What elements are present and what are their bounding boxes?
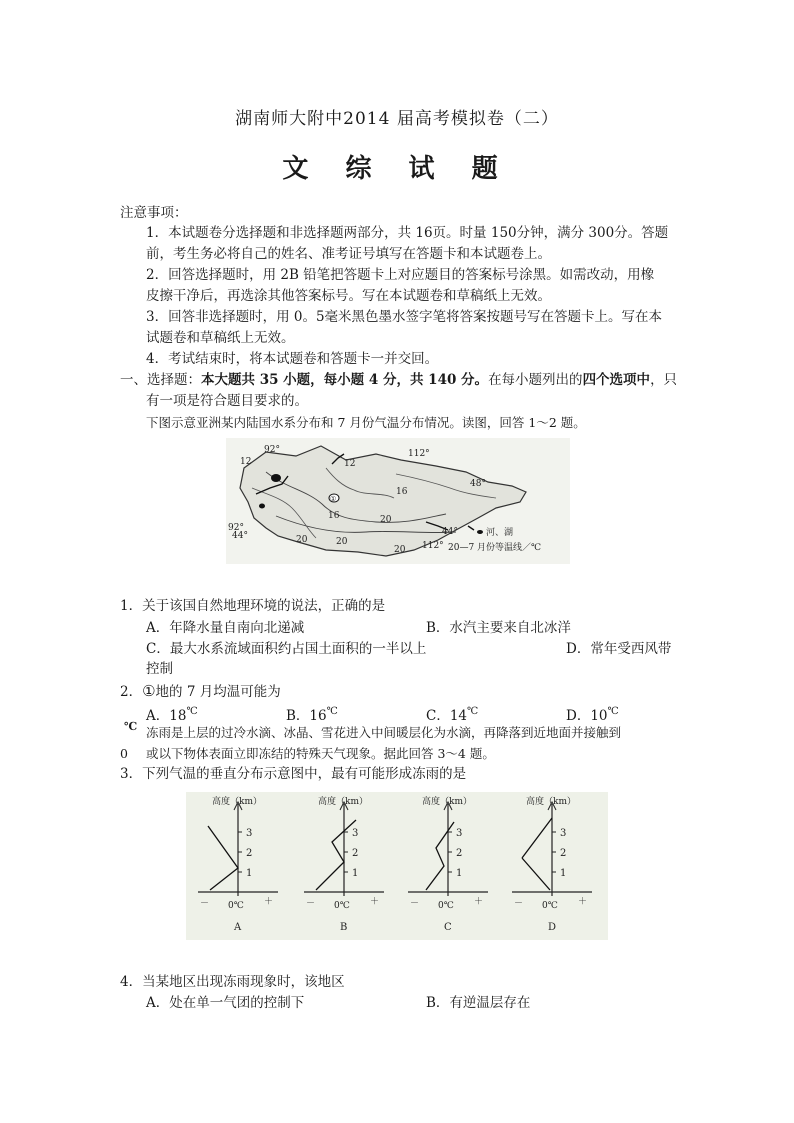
profile-tick-label: 3 (352, 828, 359, 839)
profile-tick-label: 1 (352, 868, 359, 879)
section-1-line-2: 有一项是符合题目要求的。 (146, 393, 308, 409)
note-2-line-2: 皮擦干净后，再选涂其他答案标号。写在本试题卷和草稿纸上无效。 (146, 288, 551, 304)
profile-letter: B (340, 922, 348, 933)
profile-letter: A (234, 922, 242, 933)
q2-b-value: B．16 (286, 708, 327, 724)
q1-option-c: C．最大水系流域面积约占国土面积的一半以上 (146, 641, 427, 657)
note-2-line-1: 2．回答选择题时，用 2B 铅笔把答题卡上对应题目的答案标号涂黑。如需改动，用橡 (146, 267, 655, 283)
profile-zero-label: 0℃ (438, 901, 454, 911)
q2-d-unit: ℃ (607, 706, 619, 717)
q2-number: 2． (120, 684, 143, 700)
map-label-92-top: 92° (264, 445, 280, 455)
profile-zero-label: 0℃ (334, 901, 350, 911)
map-label-12-west: 12 (240, 457, 252, 467)
map-label-112-top: 112° (408, 449, 430, 459)
map-label-16-center: 16 (328, 511, 340, 521)
q4-option-a: A．处在单一气团的控制下 (146, 995, 305, 1011)
q1-option-d-cont: 控制 (146, 661, 173, 677)
map-label-20-center: 20 (380, 515, 392, 525)
profile-tick-label: 3 (456, 828, 463, 839)
q3-stem: 3．下列气温的垂直分布示意图中，最有可能形成冻雨的是 (120, 766, 467, 782)
profile-letter: C (444, 922, 452, 933)
map-label-16-east: 16 (396, 487, 408, 497)
map-label-20-south: 20 (336, 537, 348, 547)
map-figure (226, 438, 570, 564)
map-label-44-east: 44° (442, 527, 458, 537)
q1-option-b: B．水汽主要来自北冰洋 (426, 620, 571, 636)
notes-heading: 注意事项： (120, 205, 188, 221)
profile-y-label: 高度（km） (526, 797, 576, 807)
profile-tick-label: 1 (560, 868, 567, 879)
profile-tick-label: 2 (560, 848, 567, 859)
profile-tick-label: 2 (456, 848, 463, 859)
map-label-12-north: 12 (344, 459, 356, 469)
legend-isotherm-label: 20—7 月份等温线／℃ (448, 543, 542, 553)
profile-minus: － (514, 899, 524, 909)
profile-tick-label: 2 (246, 848, 253, 859)
profile-letter: D (548, 922, 557, 933)
legend-lake-mark (477, 530, 483, 534)
q2-d-value: D．10 (566, 708, 608, 724)
temperature-profiles-figure (186, 792, 608, 940)
section-bold: 本大题共 35 小题，每小题 4 分，共 140 分。 (201, 372, 489, 388)
legend-river-label: 河、湖 (486, 528, 514, 538)
profile-plus: ＋ (264, 897, 274, 907)
q4-option-b: B．有逆温层存在 (426, 995, 531, 1011)
profile-minus: － (410, 899, 420, 909)
note-1-line-1: 1．本试题卷分选择题和非选择题两部分，共 16页。时量 150分钟，满分 300分。答题 (146, 225, 669, 241)
profile-plus: ＋ (578, 897, 588, 907)
q2-text: 地的 7 月均温可能为 (155, 684, 281, 700)
q4-stem: 4．当某地区出现冻雨现象时，该地区 (120, 974, 345, 990)
profile-zero-label: 0℃ (542, 901, 558, 911)
profile-tick-label: 2 (352, 848, 359, 859)
q2-c-value: C．14 (426, 708, 468, 724)
profiles-background (186, 792, 608, 940)
lake-sw (259, 504, 265, 509)
fr-line-2: 或以下物体表面立即冻结的特殊天气现象。据此回答 3～4 题。 (146, 746, 495, 761)
profile-tick-label: 3 (560, 828, 567, 839)
q1-option-d: D．常年受西风带 (566, 641, 672, 657)
svg-text:①: ① (330, 495, 337, 503)
fr-mark-2: 0 (120, 746, 128, 761)
fr-mark-1: ℃ (124, 720, 138, 733)
q1-option-a: A．年降水量自南向北递减 (146, 620, 305, 636)
profile-y-label: 高度（km） (422, 797, 472, 807)
map-label-44-west: 44° (232, 531, 248, 541)
profile-zero-label: 0℃ (228, 901, 244, 911)
map-label-48: 48° (470, 479, 486, 489)
temperature-profiles-svg (186, 792, 608, 940)
note-3-line-2: 试题卷和草稿纸上无效。 (146, 330, 295, 346)
q2-a-value: A．18 (146, 708, 187, 724)
profile-minus: － (306, 899, 316, 909)
section-suffix: ，只 (650, 372, 678, 388)
profile-tick-label: 3 (246, 828, 253, 839)
profile-y-label: 高度（km） (212, 797, 262, 807)
lake-west (271, 474, 281, 482)
map-label-92-bottom: 92° (228, 523, 244, 533)
section-prefix: 一、选择题： (120, 372, 201, 388)
q2-a-unit: ℃ (186, 706, 198, 717)
profile-y-label: 高度（km） (318, 797, 368, 807)
profile-tick-label: 1 (456, 868, 463, 879)
section-1-intro: 下图示意亚洲某内陆国水系分布和 7 月份气温分布情况。读图，回答 1～2 题。 (146, 415, 586, 430)
map-label-20-west: 20 (296, 535, 308, 545)
inland-country-map (226, 438, 570, 564)
q2-c-unit: ℃ (467, 706, 479, 717)
note-1-line-2: 前，考生务必将自己的姓名、准考证号填写在答题卡和本试题卷上。 (146, 246, 551, 262)
note-3-line-1: 3．回答非选择题时，用 0。5毫米黑色墨水签字笔将答案按题号写在答题卡上。写在本 (146, 309, 663, 325)
q1-stem: 1．关于该国自然地理环境的说法，正确的是 (120, 598, 386, 614)
q2-circle: ① (142, 682, 156, 700)
section-bold-four: 四个选项中 (582, 372, 651, 388)
q2-b-unit: ℃ (326, 706, 338, 717)
profile-plus: ＋ (474, 897, 484, 907)
section-1-header (120, 370, 677, 391)
section-middle: 在每小题列出的 (488, 372, 583, 388)
profile-minus: － (200, 899, 210, 909)
profile-plus: ＋ (370, 897, 380, 907)
note-4: 4．考试结束时，将本试题卷和答题卡一并交回。 (146, 351, 439, 367)
q2-stem (120, 681, 281, 703)
subject-title: 文 综 试 题 (282, 154, 512, 184)
exam-title: 湖南师大附中2014 届高考模拟卷（二） (235, 109, 559, 129)
map-label-112-bottom: 112° (422, 541, 444, 551)
profile-tick-label: 1 (246, 868, 253, 879)
map-label-20-bottom: 20 (394, 545, 406, 555)
fr-line-1: 冻雨是上层的过冷水滴、冰晶、雪花进入中间暖层化为水滴，再降落到近地面并接触到 (146, 725, 622, 740)
